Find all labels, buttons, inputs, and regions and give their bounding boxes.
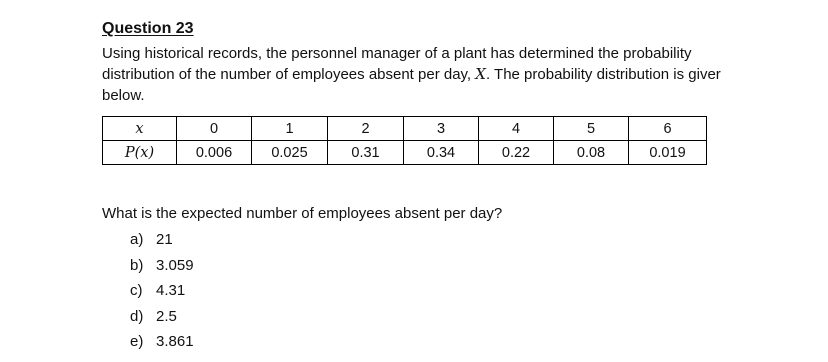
option-letter: b) [130,256,144,274]
answer-option-a[interactable] [130,229,194,255]
statement-line-3: below. [102,87,145,104]
statement-line-1: Using historical records, the personnel manager of a plant has determined the probability [102,45,692,62]
table-cell-x: 2 [328,117,404,141]
table-cell-x: 0 [177,117,252,141]
row-header-x: x [103,117,177,141]
answer-option-b[interactable] [130,255,194,281]
table-row-probability [103,141,707,165]
option-text: 3.861 [156,333,194,350]
table-cell-x: 5 [554,117,629,141]
table-cell-probability: 0.019 [629,141,707,165]
statement-line-2-start: distribution of the number of employees absent per day, [102,66,476,83]
random-variable: X [475,65,486,83]
probability-distribution-table [102,116,707,165]
table-cell-x: 1 [252,117,328,141]
table-cell-probability: 0.006 [177,141,252,165]
option-letter: c) [130,282,143,299]
option-text: 4.31 [156,282,186,299]
answer-option-c[interactable] [130,280,194,306]
table-row-x [103,117,707,141]
option-text: 2.5 [156,307,177,325]
statement-line-2 [102,64,828,85]
table-cell-x: 4 [479,117,554,141]
table-cell-probability: 0.025 [252,141,328,165]
table-cell-x: 3 [404,117,479,141]
table-cell-probability: 0.34 [404,141,479,165]
answer-option-e[interactable] [130,331,194,357]
table-cell-probability: 0.22 [479,141,554,165]
question-title: Question 23 [102,20,194,37]
row-header-probability: P(x) [103,141,177,165]
answer-options [130,229,194,357]
option-text: 3.059 [156,256,194,274]
question-text: What is the expected number of employees absent per day? [102,205,503,222]
option-letter: d) [130,307,144,325]
table-cell-probability: 0.31 [328,141,404,165]
table-cell-probability: 0.08 [554,141,629,165]
answer-option-d[interactable] [130,306,194,332]
option-text: 21 [156,231,173,248]
option-letter: e) [130,333,144,350]
table-cell-x: 6 [629,117,707,141]
option-letter: a) [130,231,144,248]
problem-statement [102,43,828,106]
statement-line-2-end: . The probability distribution is giver [485,66,721,83]
